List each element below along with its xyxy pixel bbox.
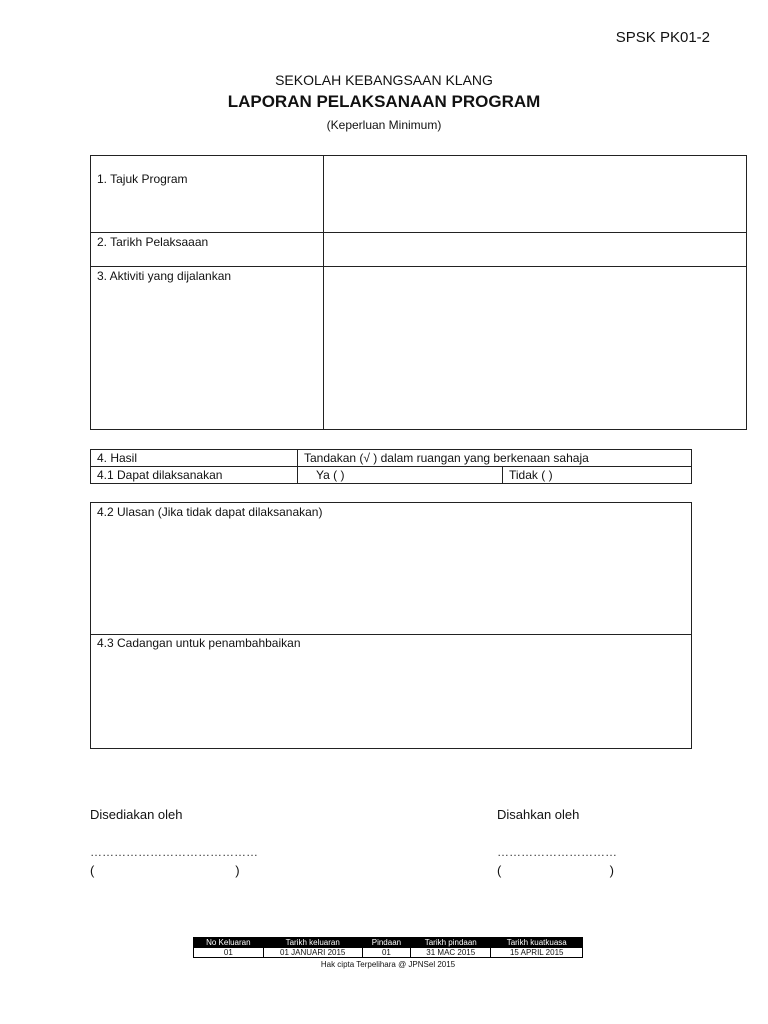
footer-value: 01 xyxy=(194,948,264,958)
dapat-dilaksanakan-label: 4.1 Dapat dilaksanakan xyxy=(91,467,298,484)
copyright-notice: Hak cipta Terpelihara @ JPNSel 2015 xyxy=(320,960,456,969)
footer-value: 01 JANUARI 2015 xyxy=(263,948,362,958)
prepared-by-name[interactable]: ( ) xyxy=(90,863,240,878)
tarikh-pelaksanaan-label: 2. Tarikh Pelaksaaan xyxy=(91,233,324,267)
footer-header: Tarikh pindaan xyxy=(411,938,491,948)
footer-value: 31 MAC 2015 xyxy=(411,948,491,958)
footer-header: Tarikh keluaran xyxy=(263,938,362,948)
footer-header: No Keluaran xyxy=(194,938,264,948)
prepared-by-label: Disediakan oleh xyxy=(90,807,183,822)
prepared-by-signature-line[interactable]: …………………………………… xyxy=(90,845,258,859)
footer-value: 15 APRIL 2015 xyxy=(491,948,583,958)
ulasan-label: 4.2 Ulasan (Jika tidak dapat dilaksanakan) xyxy=(97,505,323,519)
footer-header: Tarikh kuatkuasa xyxy=(491,938,583,948)
tajuk-program-field[interactable] xyxy=(324,156,747,233)
cadangan-label: 4.3 Cadangan untuk penambahbaikan xyxy=(97,636,301,650)
approved-by-signature-line[interactable]: ………………………… xyxy=(497,845,617,859)
cadangan-box[interactable] xyxy=(90,633,692,749)
document-control-footer xyxy=(193,937,583,958)
ulasan-box[interactable] xyxy=(90,502,692,635)
program-info-table xyxy=(90,155,747,430)
tidak-checkbox[interactable]: Tidak ( ) xyxy=(503,467,692,484)
approved-by-label: Disahkan oleh xyxy=(497,807,580,822)
tajuk-program-label: 1. Tajuk Program xyxy=(91,156,324,233)
hasil-table xyxy=(90,449,692,484)
tarikh-pelaksanaan-field[interactable] xyxy=(324,233,747,267)
page-subtitle: (Keperluan Minimum) xyxy=(326,118,442,132)
document-code: SPSK PK01-2 xyxy=(615,29,710,46)
approved-by-name[interactable]: ( ) xyxy=(497,863,615,878)
ya-checkbox[interactable]: Ya ( ) xyxy=(298,467,503,484)
school-name: SEKOLAH KEBANGSAAN KLANG xyxy=(275,72,493,88)
footer-header: Pindaan xyxy=(362,938,410,948)
footer-value: 01 xyxy=(362,948,410,958)
aktiviti-field[interactable] xyxy=(324,267,747,430)
hasil-label: 4. Hasil xyxy=(91,450,298,467)
page-title: LAPORAN PELAKSANAAN PROGRAM xyxy=(227,92,541,111)
aktiviti-label: 3. Aktiviti yang dijalankan xyxy=(91,267,324,430)
hasil-instruction: Tandakan (√ ) dalam ruangan yang berkenaan sahaja xyxy=(298,450,692,467)
